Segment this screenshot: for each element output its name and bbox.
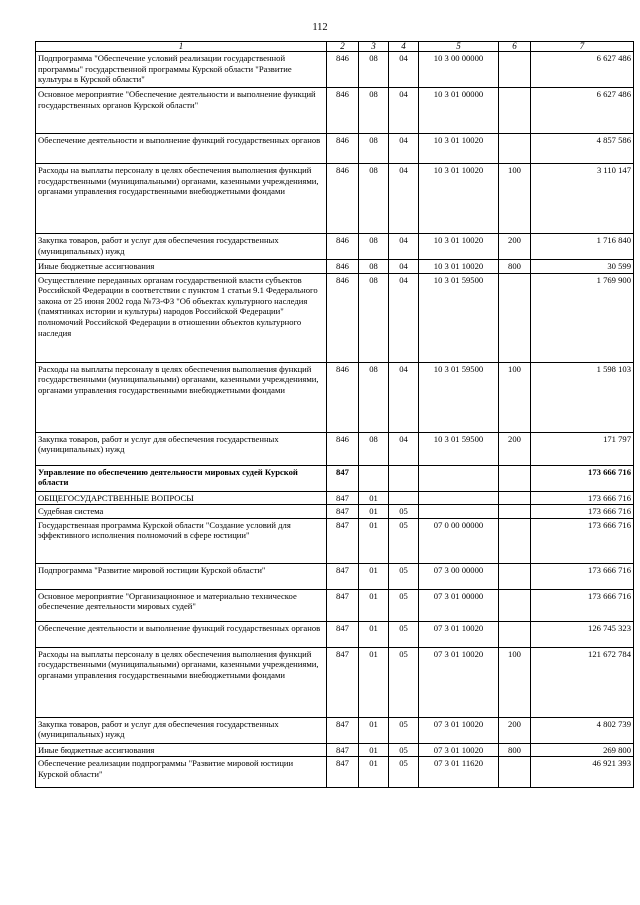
column-header: 7 — [531, 42, 634, 52]
table-row — [36, 164, 634, 234]
table-row — [36, 717, 634, 743]
row-target-article: 10 3 01 59500 — [419, 273, 499, 362]
row-subsection: 04 — [389, 134, 419, 164]
row-ministry-code: 847 — [327, 757, 359, 788]
row-ministry-code: 847 — [327, 518, 359, 563]
row-target-article: 10 3 00 00000 — [419, 52, 499, 88]
row-subsection: 05 — [389, 621, 419, 647]
row-section: 08 — [359, 260, 389, 274]
row-section: 08 — [359, 52, 389, 88]
row-expense-type — [499, 757, 531, 788]
row-section: 08 — [359, 164, 389, 234]
table-row — [36, 757, 634, 788]
row-subsection: 05 — [389, 647, 419, 717]
table-row — [36, 621, 634, 647]
row-name: Закупка товаров, работ и услуг для обеспечения государственных (муниципальных) нужд — [36, 432, 327, 465]
row-name: Осуществление переданных органам государственной власти субъектов Российской Федерации в соответствии с пунктом 1 статьи 9.1 Федерального закона от 25 июня 2002 года №73-ФЗ "Об объектах культурного наследия (памятниках истории и культуры) народов Российской Федерации" полномочий Российской Федерации в отношении объектов культурного наследия — [36, 273, 327, 362]
row-section: 08 — [359, 273, 389, 362]
row-amount: 171 797 — [531, 432, 634, 465]
row-ministry-code: 847 — [327, 491, 359, 505]
row-ministry-code: 846 — [327, 432, 359, 465]
row-amount: 173 666 716 — [531, 505, 634, 519]
row-ministry-code: 846 — [327, 260, 359, 274]
row-name: Обеспечение деятельности и выполнение функций государственных органов — [36, 134, 327, 164]
row-section: 08 — [359, 134, 389, 164]
row-expense-type — [499, 88, 531, 134]
row-amount: 126 745 323 — [531, 621, 634, 647]
row-expense-type — [499, 589, 531, 621]
row-amount: 46 921 393 — [531, 757, 634, 788]
row-target-article: 07 3 00 00000 — [419, 563, 499, 589]
row-target-article: 07 3 01 10020 — [419, 717, 499, 743]
row-expense-type: 200 — [499, 234, 531, 260]
row-ministry-code: 847 — [327, 563, 359, 589]
row-ministry-code: 847 — [327, 465, 359, 491]
table-row — [36, 518, 634, 563]
row-target-article: 10 3 01 10020 — [419, 134, 499, 164]
row-subsection: 04 — [389, 432, 419, 465]
row-expense-type — [499, 505, 531, 519]
row-ministry-code: 846 — [327, 234, 359, 260]
table-row — [36, 273, 634, 362]
row-subsection — [389, 491, 419, 505]
table-row — [36, 432, 634, 465]
row-section: 08 — [359, 88, 389, 134]
row-target-article — [419, 465, 499, 491]
table-row — [36, 234, 634, 260]
row-section: 01 — [359, 518, 389, 563]
row-amount: 3 110 147 — [531, 164, 634, 234]
row-name: Основное мероприятие "Обеспечение деятельности и выполнение функций государственных органов Курской области" — [36, 88, 327, 134]
row-subsection: 04 — [389, 88, 419, 134]
row-subsection: 04 — [389, 362, 419, 432]
column-header: 5 — [419, 42, 499, 52]
row-name: Подпрограмма "Обеспечение условий реализации государственной программы" государственной программы Курской области "Развитие культуры в Курской области" — [36, 52, 327, 88]
row-name: Расходы на выплаты персоналу в целях обеспечения выполнения функций государственными (муниципальными) органами, казенными учреждениями, органами управления государственными внебюджетными фондами — [36, 362, 327, 432]
row-subsection: 05 — [389, 589, 419, 621]
column-header: 3 — [359, 42, 389, 52]
row-section: 01 — [359, 491, 389, 505]
row-ministry-code: 846 — [327, 88, 359, 134]
row-subsection: 04 — [389, 260, 419, 274]
table-header-row — [36, 42, 634, 52]
row-amount: 173 666 716 — [531, 563, 634, 589]
row-amount: 173 666 716 — [531, 589, 634, 621]
row-amount: 173 666 716 — [531, 491, 634, 505]
row-ministry-code: 847 — [327, 647, 359, 717]
row-amount: 269 800 — [531, 743, 634, 757]
row-expense-type — [499, 465, 531, 491]
row-subsection: 04 — [389, 273, 419, 362]
row-section — [359, 465, 389, 491]
row-section: 08 — [359, 362, 389, 432]
row-target-article — [419, 505, 499, 519]
row-ministry-code: 847 — [327, 621, 359, 647]
column-header: 2 — [327, 42, 359, 52]
row-target-article: 07 3 01 00000 — [419, 589, 499, 621]
row-subsection: 04 — [389, 164, 419, 234]
table-row — [36, 491, 634, 505]
row-name: Расходы на выплаты персоналу в целях обеспечения выполнения функций государственными (муниципальными) органами, казенными учреждениями, органами управления государственными внебюджетными фондами — [36, 164, 327, 234]
row-expense-type — [499, 273, 531, 362]
row-name: Обеспечение реализации подпрограммы "Развитие мировой юстиции Курской области" — [36, 757, 327, 788]
row-ministry-code: 846 — [327, 164, 359, 234]
page-number: 112 — [312, 22, 328, 33]
row-name: Закупка товаров, работ и услуг для обеспечения государственных (муниципальных) нужд — [36, 234, 327, 260]
row-name: Основное мероприятие "Организационное и материально техническое обеспечение деятельности мировых судей" — [36, 589, 327, 621]
row-target-article: 07 3 01 10020 — [419, 621, 499, 647]
row-ministry-code: 847 — [327, 717, 359, 743]
row-name: Расходы на выплаты персоналу в целях обеспечения выполнения функций государственными (муниципальными) органами, казенными учреждениями, органами управления государственными внебюджетными фондами — [36, 647, 327, 717]
row-target-article: 10 3 01 10020 — [419, 164, 499, 234]
row-expense-type: 200 — [499, 432, 531, 465]
table-row — [36, 465, 634, 491]
row-amount: 6 627 486 — [531, 52, 634, 88]
row-target-article: 10 3 01 59500 — [419, 432, 499, 465]
row-subsection: 04 — [389, 52, 419, 88]
row-amount: 4 857 586 — [531, 134, 634, 164]
row-amount: 1 716 840 — [531, 234, 634, 260]
row-name: Государственная программа Курской области "Создание условий для эффективного исполнения полномочий в сфере юстиции" — [36, 518, 327, 563]
table-row — [36, 362, 634, 432]
row-section: 01 — [359, 757, 389, 788]
row-target-article: 07 3 01 11620 — [419, 757, 499, 788]
row-expense-type — [499, 134, 531, 164]
row-amount: 6 627 486 — [531, 88, 634, 134]
row-expense-type: 100 — [499, 164, 531, 234]
row-target-article: 07 0 00 00000 — [419, 518, 499, 563]
row-ministry-code: 846 — [327, 362, 359, 432]
row-target-article: 10 3 01 10020 — [419, 260, 499, 274]
row-amount: 1 769 900 — [531, 273, 634, 362]
row-amount: 173 666 716 — [531, 518, 634, 563]
row-section: 01 — [359, 589, 389, 621]
column-header: 4 — [389, 42, 419, 52]
row-expense-type: 200 — [499, 717, 531, 743]
row-subsection — [389, 465, 419, 491]
row-section: 01 — [359, 505, 389, 519]
row-section: 01 — [359, 717, 389, 743]
row-target-article — [419, 491, 499, 505]
column-header: 6 — [499, 42, 531, 52]
row-name: ОБЩЕГОСУДАРСТВЕННЫЕ ВОПРОСЫ — [36, 491, 327, 505]
row-amount: 30 599 — [531, 260, 634, 274]
row-amount: 173 666 716 — [531, 465, 634, 491]
row-section: 08 — [359, 234, 389, 260]
row-section: 08 — [359, 432, 389, 465]
table-row — [36, 589, 634, 621]
row-amount: 4 802 739 — [531, 717, 634, 743]
row-ministry-code: 846 — [327, 52, 359, 88]
row-name: Иные бюджетные ассигнования — [36, 743, 327, 757]
row-ministry-code: 847 — [327, 505, 359, 519]
row-ministry-code: 846 — [327, 134, 359, 164]
column-header: 1 — [36, 42, 327, 52]
row-name: Подпрограмма "Развитие мировой юстиции Курской области" — [36, 563, 327, 589]
row-target-article: 10 3 01 10020 — [419, 234, 499, 260]
row-target-article: 10 3 01 59500 — [419, 362, 499, 432]
row-ministry-code: 846 — [327, 273, 359, 362]
row-expense-type — [499, 491, 531, 505]
row-ministry-code: 847 — [327, 743, 359, 757]
row-name: Судебная система — [36, 505, 327, 519]
table-row — [36, 743, 634, 757]
row-subsection: 05 — [389, 743, 419, 757]
table-row — [36, 52, 634, 88]
row-section: 01 — [359, 743, 389, 757]
table-row — [36, 260, 634, 274]
row-target-article: 07 3 01 10020 — [419, 647, 499, 717]
row-name: Закупка товаров, работ и услуг для обеспечения государственных (муниципальных) нужд — [36, 717, 327, 743]
row-name: Обеспечение деятельности и выполнение функций государственных органов — [36, 621, 327, 647]
row-subsection: 05 — [389, 563, 419, 589]
row-expense-type: 800 — [499, 260, 531, 274]
row-expense-type: 800 — [499, 743, 531, 757]
table-row — [36, 563, 634, 589]
row-section: 01 — [359, 647, 389, 717]
row-amount: 121 672 784 — [531, 647, 634, 717]
row-expense-type: 100 — [499, 362, 531, 432]
row-subsection: 04 — [389, 234, 419, 260]
row-expense-type — [499, 621, 531, 647]
row-subsection: 05 — [389, 518, 419, 563]
row-ministry-code: 847 — [327, 589, 359, 621]
table-row — [36, 134, 634, 164]
row-expense-type — [499, 518, 531, 563]
row-subsection: 05 — [389, 717, 419, 743]
table-row — [36, 88, 634, 134]
row-subsection: 05 — [389, 505, 419, 519]
row-target-article: 07 3 01 10020 — [419, 743, 499, 757]
budget-table — [35, 41, 634, 788]
row-section: 01 — [359, 563, 389, 589]
row-section: 01 — [359, 621, 389, 647]
row-expense-type: 100 — [499, 647, 531, 717]
row-target-article: 10 3 01 00000 — [419, 88, 499, 134]
row-name: Иные бюджетные ассигнования — [36, 260, 327, 274]
row-amount: 1 598 103 — [531, 362, 634, 432]
table-row — [36, 647, 634, 717]
row-expense-type — [499, 52, 531, 88]
table-row — [36, 505, 634, 519]
row-subsection: 05 — [389, 757, 419, 788]
row-expense-type — [499, 563, 531, 589]
row-name: Управление по обеспечению деятельности мировых судей Курской области — [36, 465, 327, 491]
